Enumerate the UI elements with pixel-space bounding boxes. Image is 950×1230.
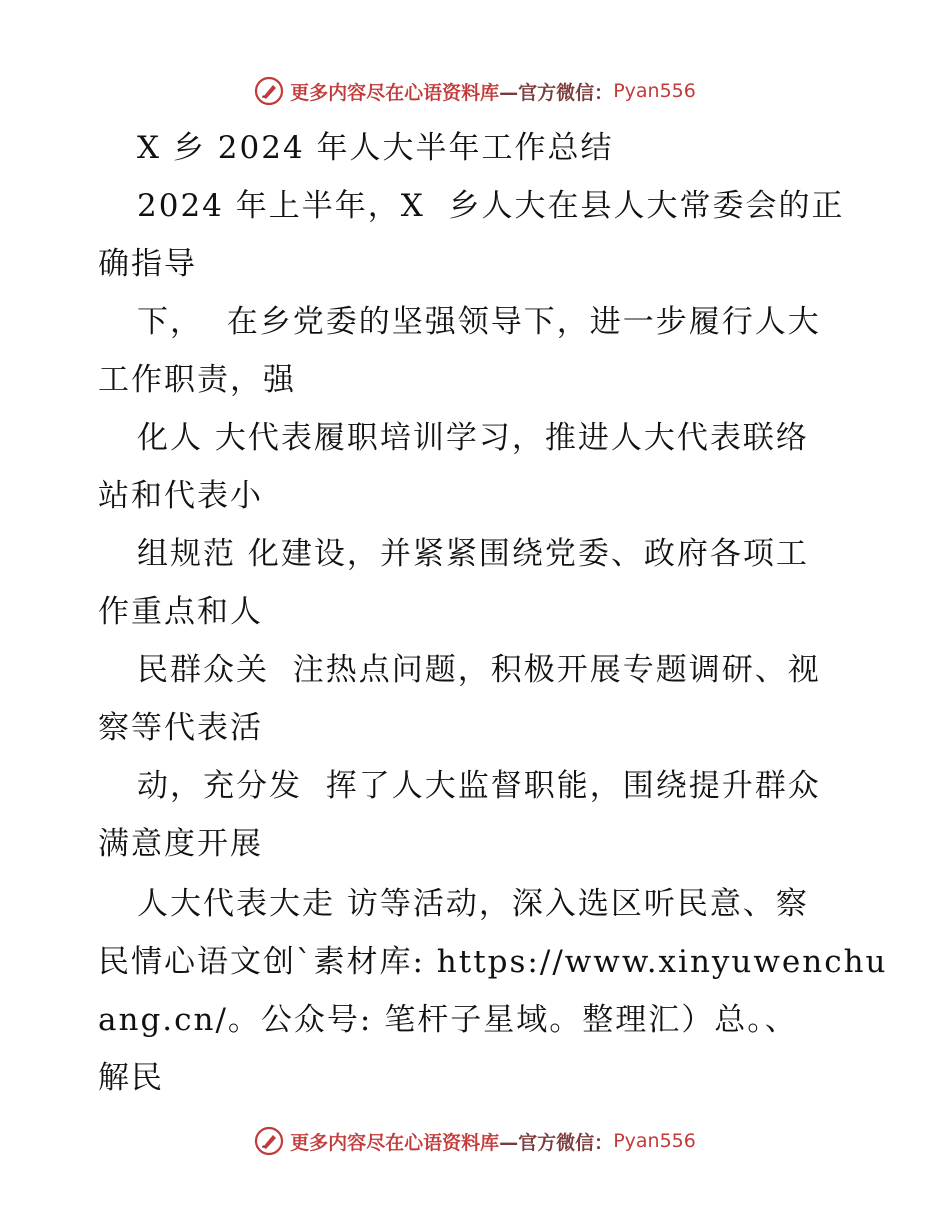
- header-watermark: [0, 71, 950, 111]
- watermark-main-text: 更多内容尽在心语资料库: [290, 81, 500, 104]
- watermark-sub-text: —官方微信：: [499, 81, 614, 104]
- text-line: 动，充分发 挥了人大监督职能，围绕提升群众: [137, 768, 821, 804]
- watermark-wechat-id: Pyan556: [613, 1130, 696, 1152]
- text-line: 人大代表大走 访等活动，深入选区听民意、察: [137, 886, 809, 922]
- text-line: 下， 在乡党委的坚强领导下，进一步履行人大: [137, 304, 821, 340]
- watermark-sub-text: —官方微信：: [499, 1131, 614, 1154]
- pen-nib-logo-icon: [254, 76, 284, 106]
- text-line: 民情心语文创`素材库: https://www.xinyuwenchu: [98, 944, 888, 980]
- watermark-main-text: 更多内容尽在心语资料库: [290, 1131, 500, 1154]
- text-line: 解民: [98, 1060, 164, 1096]
- text-line: 确指导: [98, 246, 197, 282]
- footer-watermark: [0, 1121, 950, 1161]
- text-line: 满意度开展: [98, 826, 263, 862]
- text-line: 化人 大代表履职培训学习，推进人大代表联络: [137, 420, 809, 456]
- document-title: X 乡 2024 年人大半年工作总结: [137, 130, 614, 166]
- text-line: ang.cn/。公众号: 笔杆子星域。整理汇）总。、: [98, 1002, 798, 1038]
- text-line: 民群众关 注热点问题，积极开展专题调研、视: [137, 652, 821, 688]
- text-line: 2024 年上半年，X 乡人大在县人大常委会的正: [137, 188, 845, 224]
- pen-nib-logo-icon: [254, 1126, 284, 1156]
- text-line: 工作职责，强: [98, 362, 296, 398]
- text-line: 站和代表小: [98, 478, 263, 514]
- text-line: 作重点和人: [98, 594, 263, 630]
- text-line: 组规范 化建设，并紧紧围绕党委、政府各项工: [137, 536, 809, 572]
- text-line: 察等代表活: [98, 710, 263, 746]
- watermark-wechat-id: Pyan556: [613, 80, 696, 102]
